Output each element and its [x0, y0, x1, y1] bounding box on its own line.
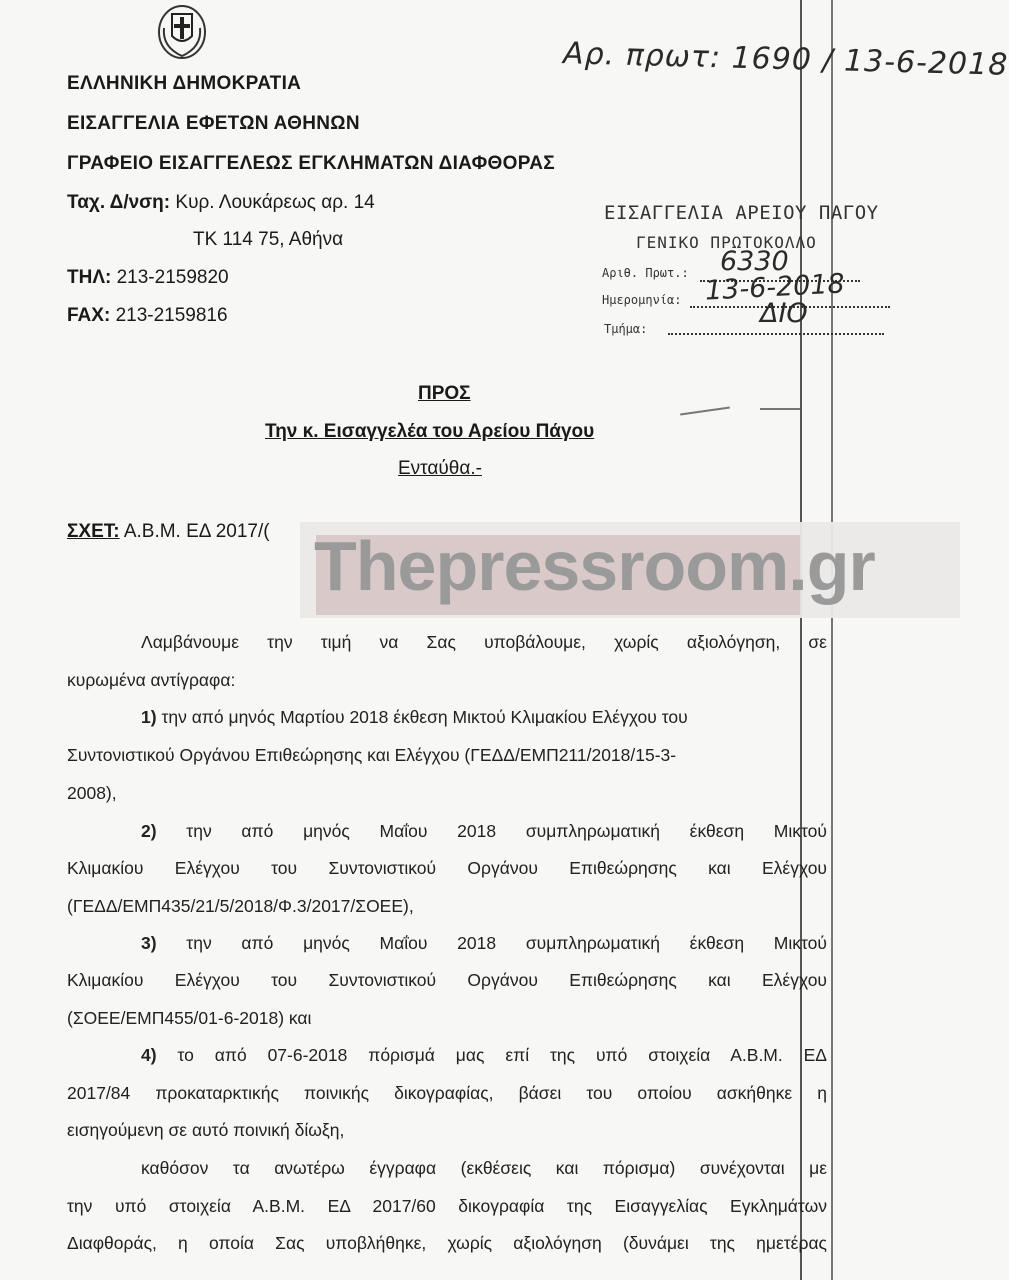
item-3-text: την από μηνός Μαΐου 2018 συμπληρωματική έκθεση Μικτού [186, 933, 827, 953]
item-2-line [141, 821, 827, 842]
phone-label: ΤΗΛ: [67, 267, 112, 288]
header-department: ΓΡΑΦΕΙΟ ΕΙΣΑΓΓΕΛΕΩΣ ΕΓΚΛΗΜΑΤΩΝ ΔΙΑΦΘΟΡΑΣ [67, 153, 556, 174]
phone-value: 213-2159820 [116, 267, 229, 288]
stamp-subtitle: ΓΕΝΙΚΟ ΠΡΩΤΟΚΟΛΛΟ [636, 233, 817, 252]
closing-paragraph-line: την υπό στοιχεία Α.Β.Μ. ΕΔ 2017/60 δικογραφία της Εισαγγελίας Εγκλημάτων [67, 1196, 827, 1216]
stamp-title: ΕΙΣΑΓΓΕΛΙΑ ΑΡΕΙΟΥ ΠΑΓΟΥ [604, 202, 879, 224]
item-2-text: την από μηνός Μαΐου 2018 συμπληρωματική έκθεση Μικτού [186, 821, 827, 841]
item-4-number: 4) [141, 1045, 157, 1065]
item-4-line: 2017/84 προκαταρκτικής ποινικής δικογραφίας, βάσει του οποίου ασκήθηκε η [67, 1083, 827, 1103]
address-label: Ταχ. Δ/νση: [67, 192, 171, 213]
item-2-line: Κλιμακίου Ελέγχου του Συντονιστικού Οργάνου Επιθεώρησης και Ελέγχου [67, 858, 827, 878]
stamp-row-date-value: 13-6-2018 [704, 268, 846, 307]
stamp-row-department-label: Τμήμα: [604, 322, 648, 336]
item-3-line: Κλιμακίου Ελέγχου του Συντονιστικού Οργάνου Επιθεώρησης και Ελέγχου [67, 970, 827, 990]
item-3-line: (ΣΟΕΕ/ΕΜΠ455/01-6-2018) και [67, 1008, 312, 1028]
fax-label: FAX: [67, 305, 111, 326]
item-1-line: Συντονιστικού Οργάνου Επιθεώρησης και Ελέγχου (ΓΕΔΔ/ΕΜΠ211/2018/15-3- [67, 745, 677, 765]
item-1-text: την από μηνός Μαρτίου 2018 έκθεση Μικτού Κλιμακίου Ελέγχου του [161, 707, 688, 727]
phone-line [67, 267, 229, 289]
item-2-number: 2) [141, 821, 157, 841]
subject-label: ΣΧΕΤ: [67, 521, 120, 542]
recipient-name: Την κ. Εισαγγελέα του Αρείου Πάγου [265, 421, 595, 442]
page-edge-line [831, 0, 833, 1280]
header-prosecutor-office: ΕΙΣΑΓΓΕΛΙΑ ΕΦΕΤΩΝ ΑΘΗΝΩΝ [67, 113, 360, 134]
stamp-row-department-value: ΔΙΟ [760, 298, 808, 329]
header-republic: ΕΛΛΗΝΙΚΗ ΔΗΜΟΚΡΑΤΙΑ [67, 73, 302, 94]
address-line [67, 192, 375, 214]
subject-line [67, 521, 270, 543]
item-1-number: 1) [141, 707, 157, 727]
watermark-text: Thepressroom.gr [314, 527, 875, 605]
stamp-row-date-label: Ημερομηνία: [602, 293, 682, 307]
greek-coat-of-arms-icon [156, 2, 208, 60]
closing-paragraph-line: Διαφθοράς, η οποία Σας υποβλήθηκε, χωρίς αξιολόγηση (δυνάμει της ημετέρας [67, 1233, 827, 1253]
stamp-row-number-value: 6330 [720, 246, 789, 277]
body-intro-line: κυρωμένα αντίγραφα: [67, 670, 236, 690]
item-2-line: (ΓΕΔΔ/ΕΜΠ435/21/5/2018/Φ.3/2017/ΣΟΕΕ), [67, 896, 414, 916]
body-intro-line: Λαμβάνουμε την τιμή να Σας υποβάλουμε, χωρίς αξιολόγηση, σε [141, 632, 827, 652]
item-3-line [141, 933, 827, 954]
handwritten-protocol-number: Αρ. πρωτ: 1690 / 13-6-2018 [562, 36, 1009, 83]
stamp-dotted-line [668, 333, 884, 335]
subject-value: Α.Β.Μ. ΕΔ 2017/( [123, 521, 270, 542]
scan-smudge [680, 407, 730, 416]
address-value: Κυρ. Λουκάρεως αρ. 14 [175, 192, 375, 213]
item-4-line [141, 1045, 827, 1066]
fax-line [67, 305, 228, 327]
postal-line: ΤΚ 114 75, Αθήνα [193, 229, 344, 250]
recipient-to: ΠΡΟΣ [418, 383, 471, 404]
item-1-line: 2008), [67, 783, 117, 803]
item-3-number: 3) [141, 933, 157, 953]
item-1-line [141, 707, 688, 728]
fax-value: 213-2159816 [115, 305, 228, 326]
item-4-text: το από 07-6-2018 πόρισμά μας επί της υπό στοιχεία Α.Β.Μ. ΕΔ [177, 1045, 827, 1065]
closing-paragraph-line: καθόσον τα ανωτέρω έγγραφα (εκθέσεις και πόρισμα) συνέχονται με [141, 1158, 827, 1178]
recipient-place: Ενταύθα.- [398, 458, 482, 479]
scan-smudge [760, 408, 800, 410]
stamp-row-number-label: Αριθ. Πρωτ.: [602, 266, 689, 280]
item-4-line: εισηγούμενη σε αυτό ποινική δίωξη, [67, 1120, 345, 1140]
